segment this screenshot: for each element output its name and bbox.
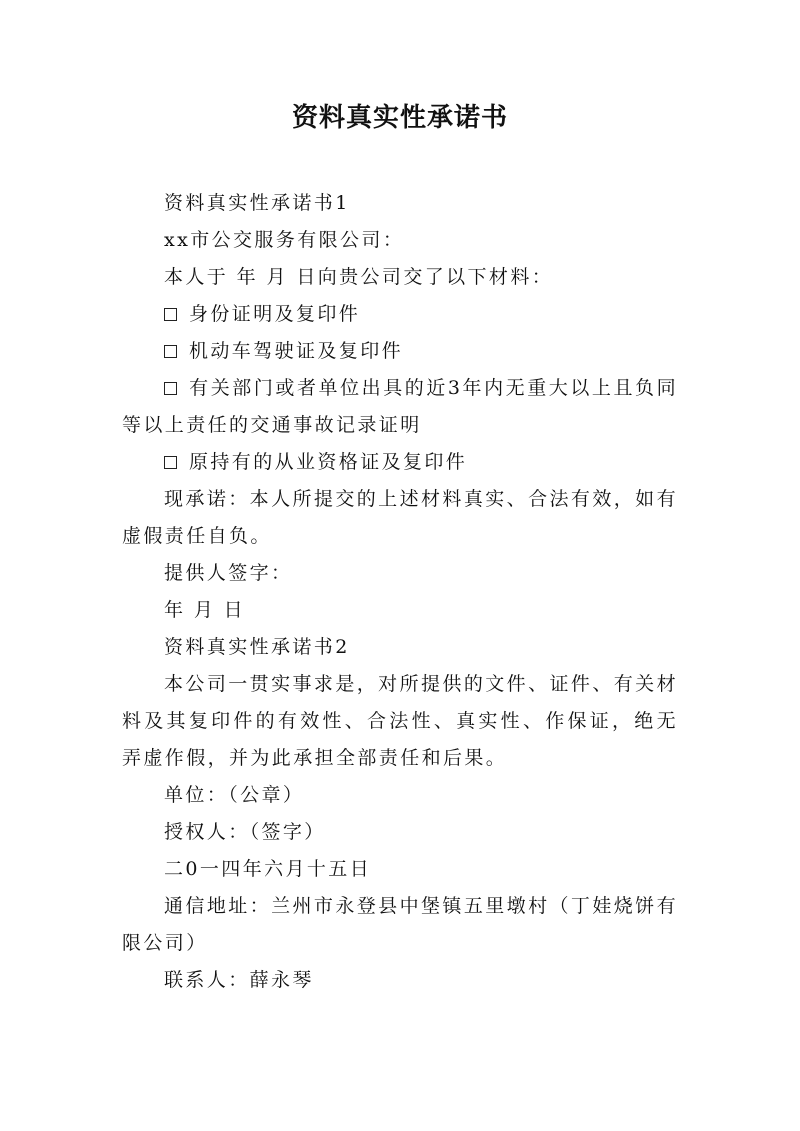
checkbox-icon (164, 345, 177, 358)
checklist-item-label: 原持有的从业资格证及复印件 (189, 451, 468, 473)
checkbox-icon (164, 308, 177, 321)
document-title: 资料真实性承诺书 (291, 103, 508, 133)
checkbox-icon (164, 456, 177, 469)
section2-body: 本公司一贯实事求是，对所提供的文件、证件、有关材料及其复印件的有效性、合法性、真实性、作保证，绝无弄虚作假，并为此承担全部责任和后果。 (122, 673, 678, 769)
checklist-item (122, 333, 678, 370)
checklist-item-label: 有关部门或者单位出具的近3年内无重大以上且负同等以上责任的交通事故记录证明 (122, 377, 678, 436)
checkbox-icon (164, 382, 177, 395)
checklist-item-label: 身份证明及复印件 (189, 303, 361, 325)
address-line: 通信地址：兰州市永登县中堡镇五里墩村（丁娃烧饼有限公司） (122, 895, 678, 954)
date-line: 年 月 日 (164, 599, 246, 621)
unit-line: 单位：（公章） (164, 784, 305, 806)
checklist-item (122, 296, 678, 333)
section2-heading: 资料真实性承诺书2 (164, 636, 350, 658)
section2-date: 二0一四年六月十五日 (164, 858, 372, 880)
checklist-item (122, 444, 678, 481)
checklist-item (122, 370, 678, 444)
contact-line: 联系人：薛永琴 (164, 969, 314, 991)
authorized-line: 授权人：（签字） (164, 821, 326, 843)
addressee: xx市公交服务有限公司： (164, 229, 405, 251)
signature-line: 提供人签字： (164, 562, 293, 584)
pledge-paragraph: 现承诺：本人所提交的上述材料真实、合法有效，如有虚假责任自负。 (122, 488, 678, 547)
section1-heading: 资料真实性承诺书1 (164, 192, 350, 214)
checklist-item-label: 机动车驾驶证及复印件 (189, 340, 404, 362)
document-body (122, 185, 678, 999)
intro-line: 本人于 年 月 日向贵公司交了以下材料： (164, 266, 554, 288)
